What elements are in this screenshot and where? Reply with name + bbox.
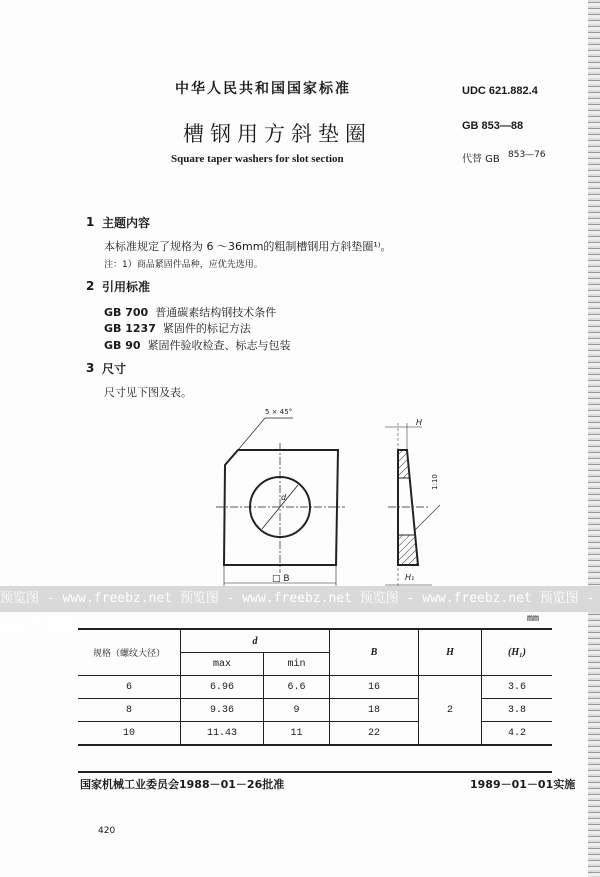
watermark-band: 预览图 - www.freebz.net 预览图 - www.freebz.net 预览图 - www.freebz.net 预览图 - www.freebz.net xyxy=(0,586,600,612)
cell-max: 11.43 xyxy=(181,722,264,746)
cell-h1: 3.8 xyxy=(482,699,553,722)
footer-divider xyxy=(78,771,552,773)
section-1-number: 1 xyxy=(86,215,95,229)
cell-b: 18 xyxy=(330,699,419,722)
replaces-label: 代替 GB xyxy=(462,154,500,165)
ref-title: 紧固件的标记方法 xyxy=(162,322,251,335)
cell-h: 2 xyxy=(419,676,482,746)
header-spec: 规格（螺纹大径） xyxy=(78,629,181,676)
cell-h1: 4.2 xyxy=(482,722,553,746)
cell-b: 22 xyxy=(330,722,419,746)
cell-spec: 10 xyxy=(78,722,181,746)
b-dimension-label: □ B xyxy=(272,574,290,584)
table-row xyxy=(78,676,552,699)
cell-spec: 6 xyxy=(78,676,181,699)
h1-dimension-label: H₁ xyxy=(405,573,415,582)
effective-date: 1989－01－01实施 xyxy=(470,778,576,791)
header-min: min xyxy=(264,653,330,676)
cell-min: 9 xyxy=(264,699,330,722)
cell-min: 6.6 xyxy=(264,676,330,699)
standard-code: GB 853—88 xyxy=(462,120,524,132)
header-h: H xyxy=(419,629,482,676)
page-title: 槽钢用方斜垫圈 xyxy=(183,122,372,146)
washer-drawing xyxy=(200,405,450,590)
slope-label: 1:10 xyxy=(430,474,439,490)
table-row xyxy=(78,722,552,746)
cell-h1: 3.6 xyxy=(482,676,553,699)
ref-title: 紧固件验收检查、标志与包装 xyxy=(147,339,291,352)
ref-code: GB 700 xyxy=(104,306,149,319)
approval-date: 国家机械工业委员会1988－01－26批准 xyxy=(80,778,285,791)
chamfer-label: 5 × 45° xyxy=(265,408,293,416)
ref-code: GB 1237 xyxy=(104,322,156,335)
cell-max: 9.36 xyxy=(181,699,264,722)
unit-label: mm xyxy=(527,614,540,625)
scan-edge xyxy=(588,0,600,877)
section-1-title: 主题内容 xyxy=(102,216,151,230)
cell-spec: 8 xyxy=(78,699,181,722)
section-2-title: 引用标准 xyxy=(102,280,151,294)
section-3-body: 尺寸见下图及表。 xyxy=(104,386,192,399)
udc-code: UDC 621.882.4 xyxy=(462,85,538,97)
national-standard-label: 中华人民共和国国家标准 xyxy=(175,81,351,97)
section-1-body: 本标准规定了规格为 6 ～36mm的粗制槽钢用方斜垫圈¹⁾。 xyxy=(104,240,392,253)
ref-title: 普通碳素结构钢技术条件 xyxy=(155,306,277,319)
dimension-table xyxy=(78,628,552,746)
h-dimension-label: H xyxy=(416,418,423,427)
washer-front-view xyxy=(224,450,338,565)
section-3-number: 3 xyxy=(86,361,95,375)
cell-min: 11 xyxy=(264,722,330,746)
header-max: max xyxy=(181,653,264,676)
section-3-title: 尺寸 xyxy=(102,362,127,376)
table-row xyxy=(78,699,552,722)
header-d: d xyxy=(181,629,330,653)
cell-b: 16 xyxy=(330,676,419,699)
replaces-code: 853—76 xyxy=(508,150,546,160)
english-title: Square taper washers for slot section xyxy=(171,153,344,165)
section-2-number: 2 xyxy=(86,279,95,293)
ref-code: GB 90 xyxy=(104,339,141,352)
cell-max: 6.96 xyxy=(181,676,264,699)
page-number: 420 xyxy=(98,826,116,836)
header-b: B xyxy=(330,629,419,676)
diameter-label: d xyxy=(281,493,287,502)
section-1-note: 注：1）商品紧固件品种，应优先选用。 xyxy=(104,260,263,270)
header-h1: (H₁) xyxy=(482,629,553,676)
